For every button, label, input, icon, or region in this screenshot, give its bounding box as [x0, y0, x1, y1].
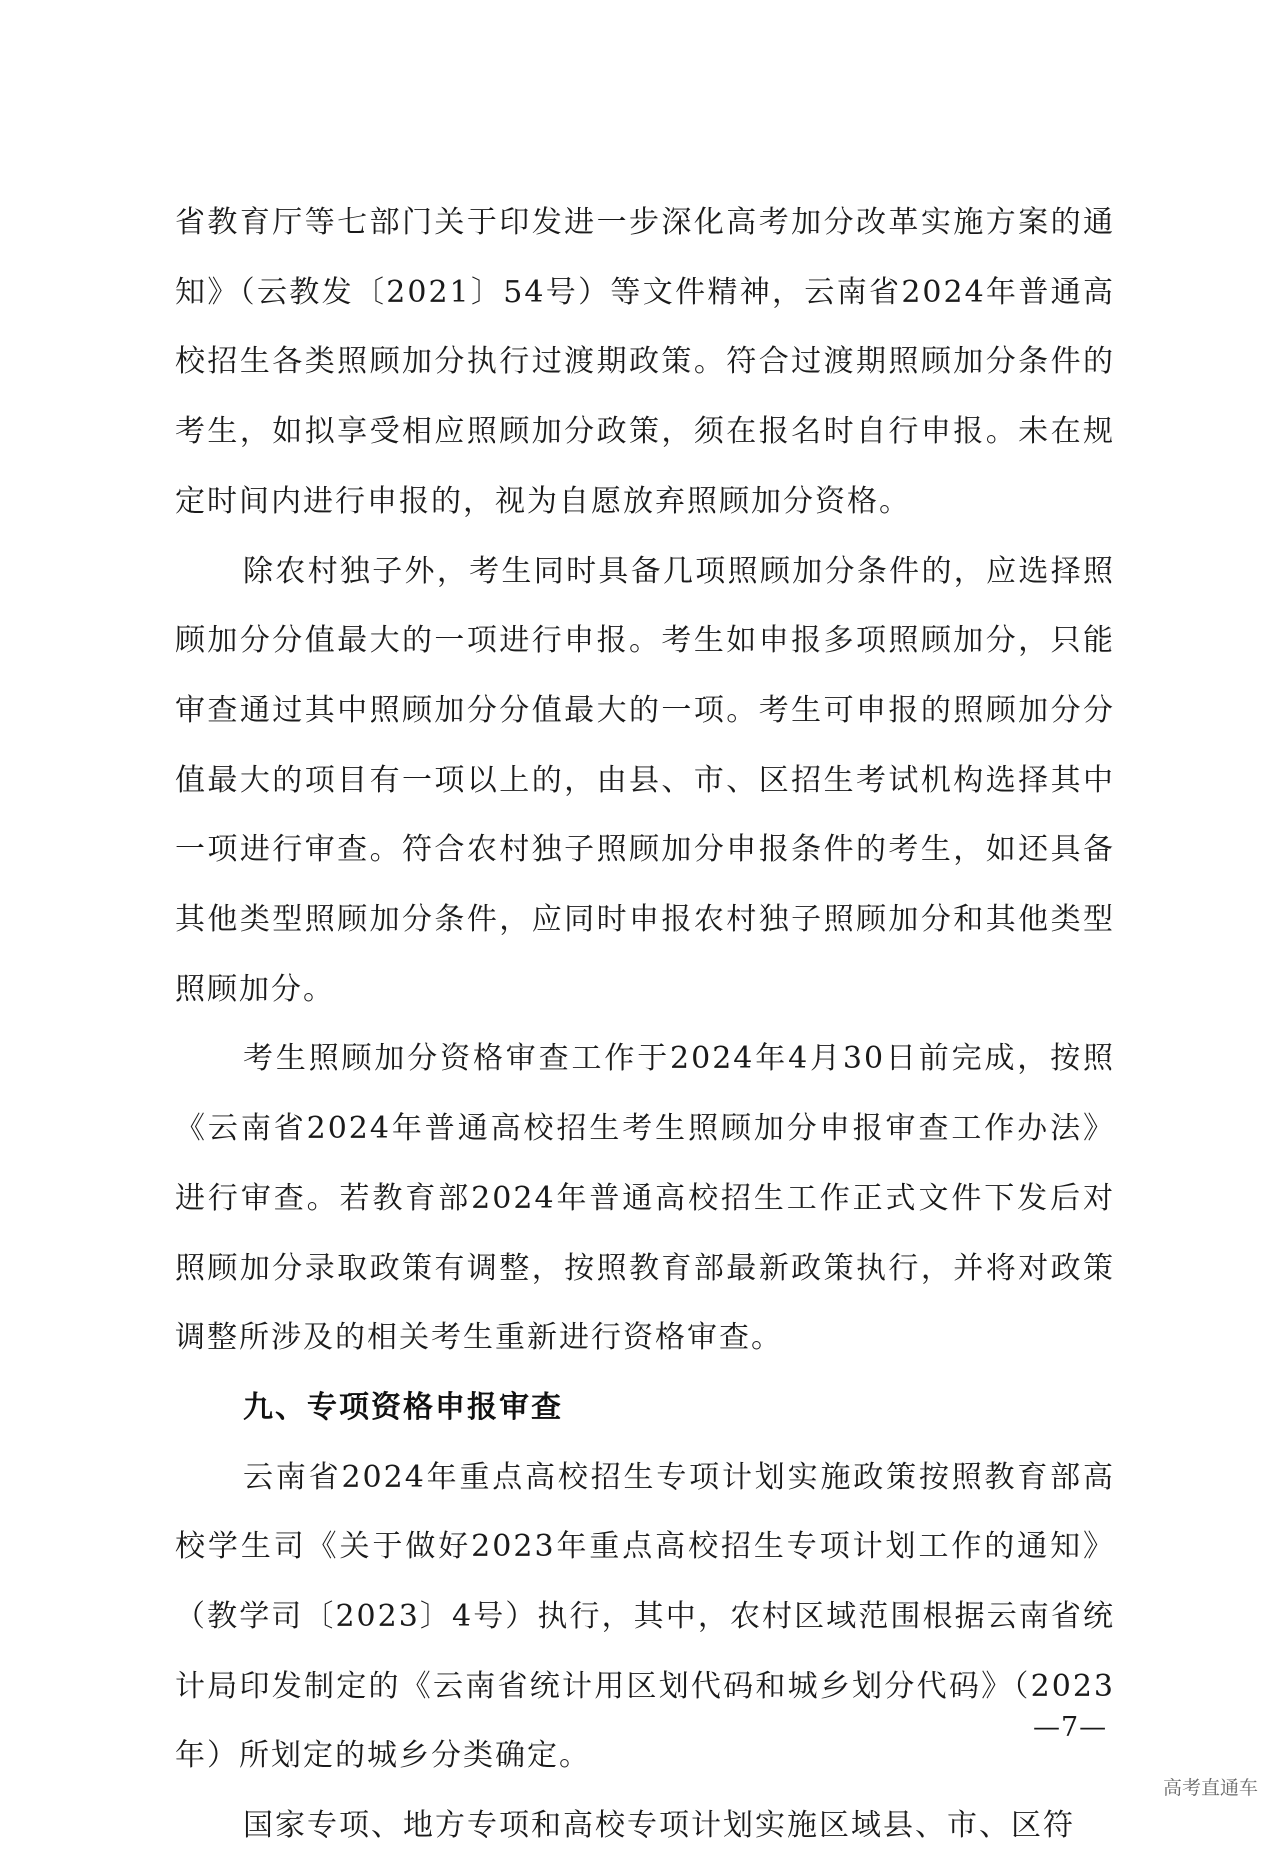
paragraph-4: 云南省2024年重点高校招生专项计划实施政策按照教育部高校学生司《关于做好2023年重点高校招生专项计划工作的通知》（教学司〔2023〕4号）执行，其中，农村区域范围根据云南省统计局印发制定的《云南省统计用区划代码和城乡划分代码》（2023年）所划定的城乡分类确定。	[175, 1459, 1115, 1774]
section-heading: 九、专项资格申报审查	[243, 1389, 563, 1425]
page-number: —7—	[1033, 1712, 1108, 1743]
paragraph-1: 省教育厅等七部门关于印发进一步深化高考加分改革实施方案的通知》（云教发〔2021〕54号）等文件精神，云南省2024年普通高校招生各类照顾加分执行过渡期政策。符合过渡期照顾加分条件的考生，如拟享受相应照顾加分政策，须在报名时自行申报。未在规定时间内进行申报的，视为自愿放弃照顾加分资格。	[175, 205, 1115, 519]
paragraph-2: 除农村独子外，考生同时具备几项照顾加分条件的，应选择照顾加分分值最大的一项进行申报。考生如申报多项照顾加分，只能审查通过其中照顾加分分值最大的一项。考生可申报的照顾加分分值最大的项目有一项以上的，由县、市、区招生考试机构选择其中一项进行审查。符合农村独子照顾加分申报条件的考生，如还具备其他类型照顾加分条件，应同时申报农村独子照顾加分和其他类型照顾加分。	[175, 553, 1115, 1007]
paragraph-5: 国家专项、地方专项和高校专项计划实施区域县、市、区符	[243, 1808, 1075, 1844]
watermark-text: 高考直通车	[1162, 1777, 1258, 1799]
document-body	[175, 188, 1115, 1861]
paragraph-3: 考生照顾加分资格审查工作于2024年4月30日前完成，按照《云南省2024年普通高校招生考生照顾加分申报审查工作办法》进行审查。若教育部2024年普通高校招生工作正式文件下发后对照顾加分录取政策有调整，按照教育部最新政策执行，并将对政策调整所涉及的相关考生重新进行资格审查。	[175, 1041, 1115, 1356]
